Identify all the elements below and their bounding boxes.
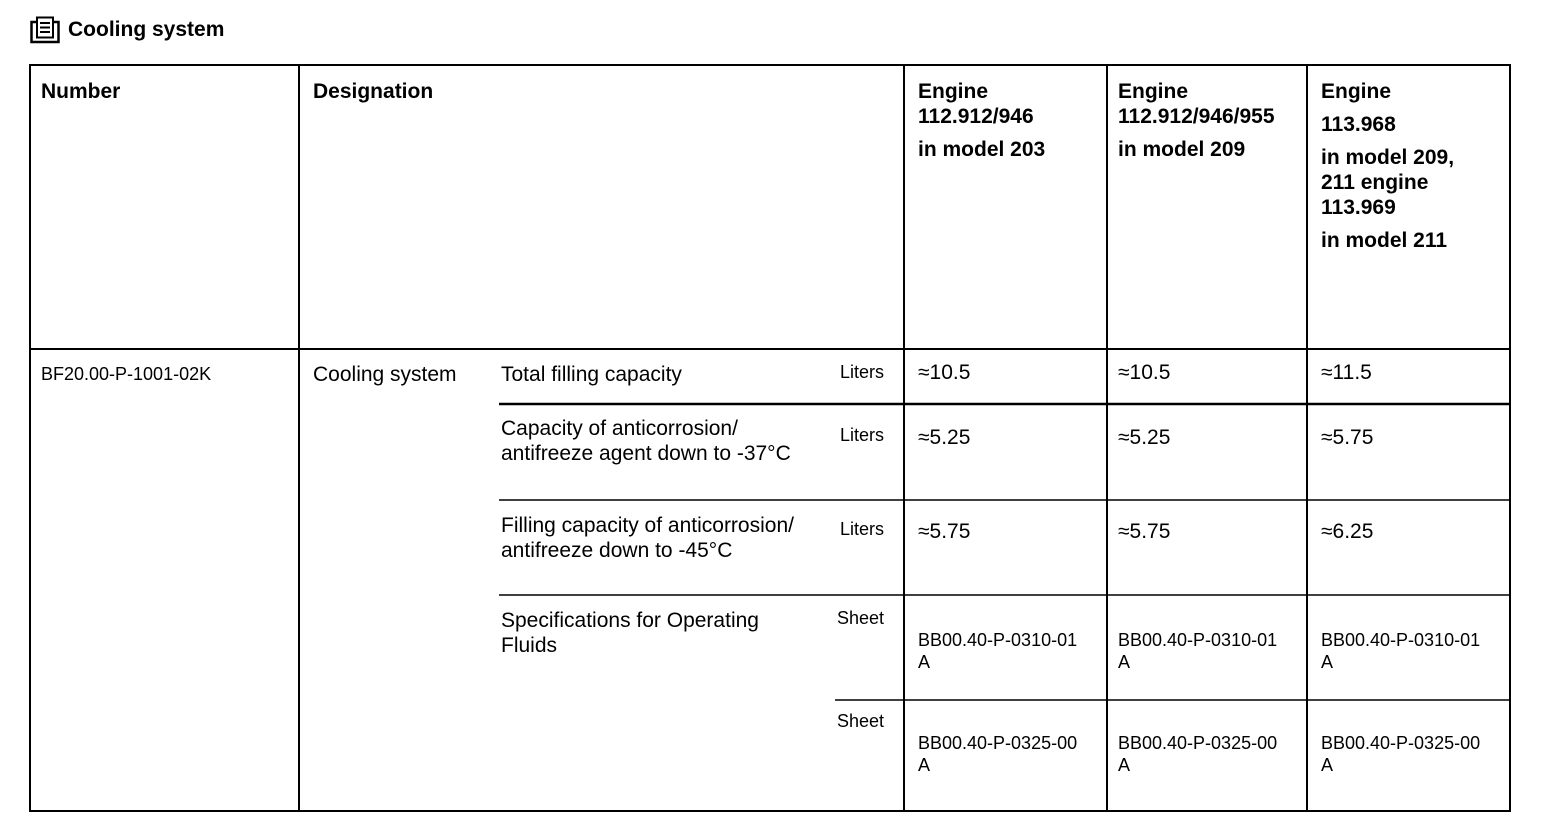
group-designation: Cooling system — [313, 363, 457, 386]
value-engine-1: ≈5.25 — [918, 426, 971, 449]
header-engine-3-models: in model 209, 211 engine 113.969 — [1321, 146, 1455, 219]
value-engine-2: ≈5.25 — [1118, 426, 1171, 449]
header-engine-3-code: 113.968 — [1321, 113, 1396, 136]
document-number: BF20.00-P-1001-02K — [41, 364, 212, 384]
value-engine-1: BB00.40-P-0325-00 A — [918, 733, 1078, 775]
row-designation: Total filling capacity — [501, 363, 682, 386]
value-engine-1: ≈5.75 — [918, 520, 971, 543]
specification-table — [29, 64, 1511, 812]
value-engine-3: ≈6.25 — [1321, 520, 1374, 543]
header-engine-3-label: Engine — [1321, 80, 1392, 103]
value-engine-2: BB00.40-P-0310-01 A — [1118, 630, 1278, 672]
row-designation: Capacity of anticorrosion/ antifreeze agent down to -37°C — [501, 417, 791, 465]
row-designation: Specifications for Operating Fluids — [501, 609, 759, 657]
header-engine-3 — [1321, 79, 1454, 253]
value-engine-3: ≈5.75 — [1321, 426, 1374, 449]
row-unit: Liters — [840, 519, 885, 539]
section-title: Cooling system — [68, 18, 225, 41]
value-engine-2: ≈10.5 — [1118, 361, 1171, 384]
header-engine-2 — [1118, 79, 1275, 162]
value-engine-3: BB00.40-P-0310-01 A — [1321, 630, 1481, 672]
value-engine-3: ≈11.5 — [1321, 361, 1372, 384]
row-designation: Filling capacity of anticorrosion/ antifreeze down to -45°C — [501, 514, 794, 562]
value-engine-3: BB00.40-P-0325-00 A — [1321, 733, 1481, 775]
value-engine-2: ≈5.75 — [1118, 520, 1171, 543]
row-unit: Sheet — [837, 711, 885, 731]
header-engine-1-code: Engine 112.912/946 — [918, 80, 1034, 128]
section-heading — [30, 16, 224, 44]
header-engine-1 — [918, 79, 1045, 162]
row-unit: Sheet — [837, 608, 885, 628]
document-binder-icon — [30, 16, 60, 44]
value-engine-1: ≈10.5 — [918, 361, 971, 384]
value-engine-1: BB00.40-P-0310-01 A — [918, 630, 1078, 672]
header-number: Number — [41, 80, 121, 103]
header-engine-3-model: in model 211 — [1321, 229, 1448, 252]
header-engine-2-code: Engine 112.912/946/955 — [1118, 80, 1275, 128]
header-designation: Designation — [313, 80, 434, 103]
row-unit: Liters — [840, 362, 885, 382]
header-engine-1-model: in model 203 — [918, 138, 1046, 161]
value-engine-2: BB00.40-P-0325-00 A — [1118, 733, 1278, 775]
row-unit: Liters — [840, 425, 885, 445]
header-engine-2-model: in model 209 — [1118, 138, 1246, 161]
